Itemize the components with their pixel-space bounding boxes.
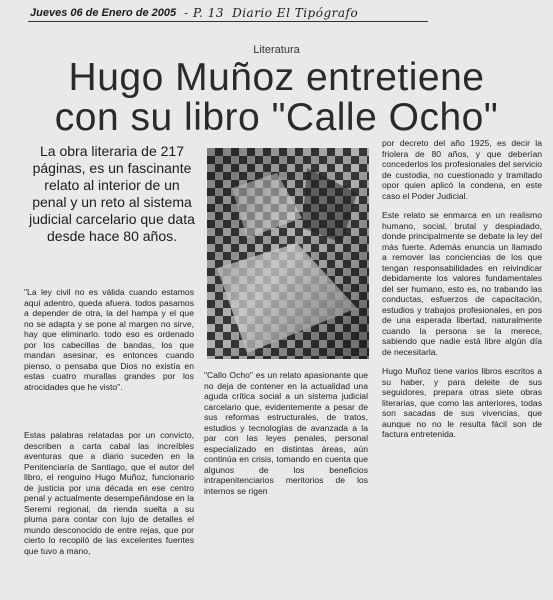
column-3 <box>382 138 542 449</box>
dateline: Jueves 06 de Enero de 2005 <box>30 7 177 19</box>
paragraph-author: Hugo Muñoz tiene varios libros escritos a su haber, y para deleite de sus seguidores, prepara otras siete obras literarias, que como las anteriores, todas son sacadas de sus vivencias, que aunque no no le resulta fácil son de factura entretenida. <box>382 366 542 439</box>
headline <box>0 58 553 138</box>
column-1-bottom <box>24 430 194 565</box>
book-cover-photo <box>207 148 369 359</box>
header-rule <box>28 21 428 22</box>
paragraph-realism: Este relato se enmarca en un realismo humano, social, brutal y despiadado, donde principalmente se debate la ley del más fuerte. Además enuncia un llamado a remover las conciencias de los que tengan responsabilidades en reivindicar debidamente los valores fundamentales del ser humano, esto es, no trabando las conductas, esfuerzos de capacitación, estudios y trabajos profesionales, en pos de una esperada libertad, naturalmente cuando la persona se la merece, sabiendo que nadie está libre algún día de necesitarla. <box>382 210 542 357</box>
deck-subtitle: La obra literaria de 217 páginas, es un fascinante relato al interior de un penal y un reto al sistema judicial carcelario que data desde hace 80 años. <box>29 143 195 244</box>
column-1-top <box>24 287 194 401</box>
paragraph-quote: "La ley civil no es válida cuando estamos aquí adentro, queda afuera. todos pasamos a depender de otra, la del hampa y el que no se adapta y se pone al margen no sirve, hay que eliminarlo. todo eso es ordenado por los cabecillas de bandas, los que mandan asesinar, es entonces cuando pienso, o pensaba que Dios no existía en estas cuatro murallas grandes por los atrocidades que he visto". <box>24 287 194 392</box>
paragraph-decree: por decreto del año 1925, es decir la friolera de 80 años, y que deberían concederlos los profesionales del servicio de custodia, no cuestionado y tramitado opor quien aplicó la condena, en este caso el Poder Judicial. <box>382 138 542 201</box>
headline-line-1: Hugo Muñoz entretiene <box>68 56 485 99</box>
page-note: - P. 13 <box>184 6 225 20</box>
paragraph-intro: Estas palabras relatadas por un convicto, describen a carta cabal las increíbles aventuras que a diario suceden en la Penitenciaría de Santiago, que el autor del libro, el renguino Hugo Muñoz, funcionario de justicia por una década en ese centro penal y actualmente desempeñándose en la Seremi regional, da rienda suelta a su pluma para contar con lujo de detalles el mundo desconocido de entre rejas, que por cierto lo recopiló de las excelentes fuentes que tuvo a mano, <box>24 430 194 556</box>
headline-line-2: con su libro "Calle Ocho" <box>54 96 499 139</box>
column-2 <box>204 370 368 505</box>
section-label: Literatura <box>253 44 300 56</box>
photo-image <box>207 148 369 359</box>
newspaper-name: Diario El Tipógrafo <box>232 6 359 20</box>
paragraph-calle-ocho: "Callo Ocho" es un relato apasionante que no deja de contener en la actualidad una aguda crítica social a un sistema judicial carcelario que, evidentemente a pesar de sus reformas estructurales, de tratos, estudios y tecnologías de avanzada a la par con las leyes penales, personal especializado en distintas áreas, aún continúa en crisis, tomando en cuenta que algunos de los beneficios intrapenitenciarios meritorios de los internos se rigen <box>204 370 368 496</box>
